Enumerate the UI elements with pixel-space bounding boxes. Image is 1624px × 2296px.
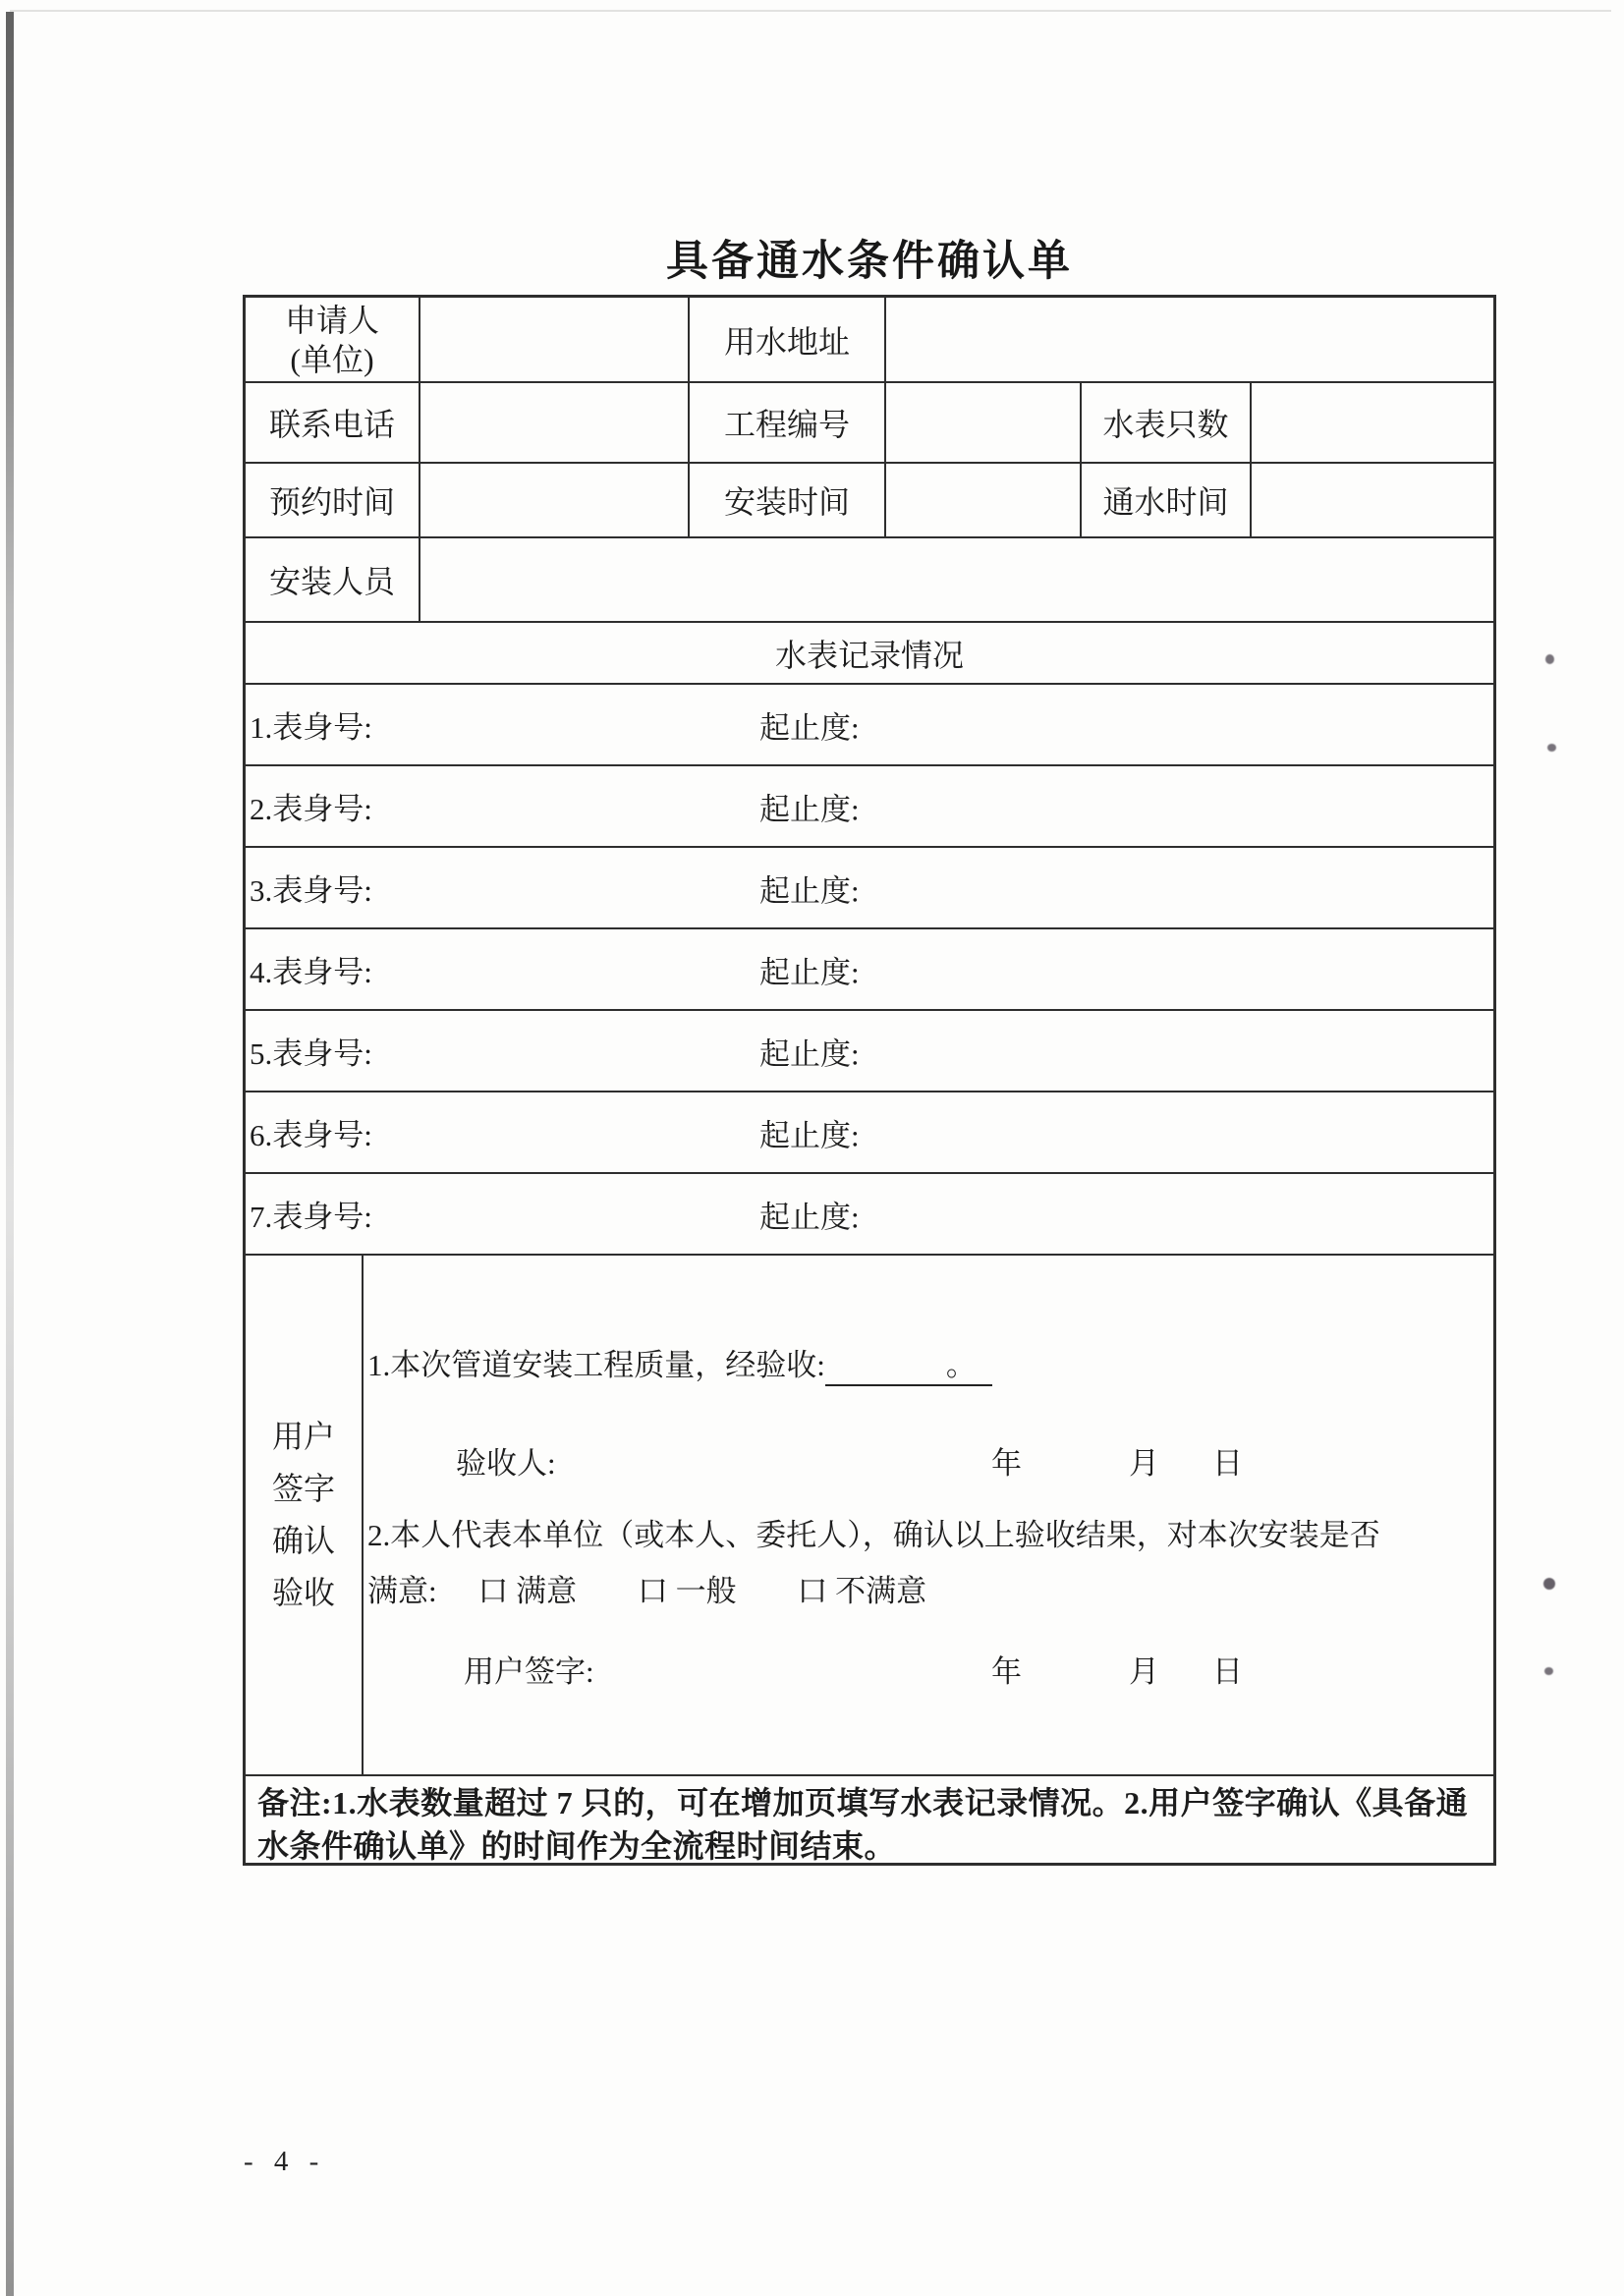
scan-edge-artifact	[6, 12, 14, 2296]
day-label: 日	[1212, 1654, 1243, 1689]
meter-body-number-label: 3.表身号:	[250, 873, 372, 908]
meter-reading-label: 起止度:	[759, 1036, 860, 1071]
signature-content-cell	[364, 1256, 1493, 1774]
appointment-time-value-cell	[420, 464, 690, 536]
meter-reading-label: 起止度:	[759, 873, 860, 908]
checkbox-satisfied: 口 满意	[477, 1574, 578, 1608]
address-value-cell	[886, 298, 1493, 381]
row-remarks	[246, 1776, 1493, 1868]
meter-row-5	[246, 1011, 1493, 1092]
meter-reading-label: 起止度:	[759, 1118, 860, 1152]
meter-reading-label: 起止度:	[759, 710, 860, 745]
meter-body-number-label: 6.表身号:	[250, 1118, 372, 1152]
remarks-note: 备注:1.水表数量超过 7 只的，可在增加页填写水表记录情况。2.用户签字确认《具备通水条件确认单》的时间作为全流程时间结束。	[257, 1785, 1469, 1864]
installer-label: 安装人员	[246, 538, 420, 621]
checkbox-glyph: 口	[797, 1574, 828, 1608]
row-times	[246, 464, 1493, 538]
meter-row-3	[246, 848, 1493, 929]
meter-reading-label: 起止度:	[759, 955, 860, 989]
satisfaction-prefix-label: 满意:	[367, 1574, 437, 1608]
form-title: 具备通水条件确认单	[666, 238, 1073, 285]
row-installer	[246, 538, 1493, 623]
water-on-time-value-cell	[1252, 464, 1493, 536]
meter-reading-label: 起止度:	[759, 792, 860, 826]
applicant-label	[246, 298, 420, 381]
day-label: 日	[1212, 1446, 1243, 1481]
acceptance-result-blank: 。	[825, 1340, 992, 1386]
acceptor-name-label: 验收人:	[456, 1446, 556, 1481]
install-time-value-cell	[886, 464, 1082, 536]
signature-side-label: 用户 签字 确认 验收	[246, 1256, 364, 1774]
appointment-time-label: 预约时间	[246, 464, 420, 536]
install-time-label: 安装时间	[690, 464, 886, 536]
scan-edge-artifact	[10, 10, 1611, 12]
phone-label: 联系电话	[246, 383, 420, 462]
meter-row-4	[246, 929, 1493, 1011]
meter-row-7	[246, 1174, 1493, 1256]
checkbox-neutral: 口 一般	[637, 1574, 737, 1608]
meter-row-1	[246, 685, 1493, 766]
month-label: 月	[1129, 1446, 1159, 1481]
water-on-time-label: 通水时间	[1082, 464, 1252, 536]
meter-body-number-label: 5.表身号:	[250, 1036, 372, 1071]
applicant-label-line1: 申请人	[284, 302, 379, 338]
acceptance-item-1: 1.本次管道安装工程质量，经验收: 。	[367, 1340, 1485, 1386]
meter-body-number-label: 1.表身号:	[250, 710, 372, 745]
row-applicant-address	[246, 298, 1493, 383]
scan-speck	[1543, 1578, 1555, 1590]
address-label: 用水地址	[690, 298, 886, 381]
acceptor-date-line	[367, 1438, 1485, 1482]
acceptance-item-2: 2.本人代表本单位（或本人、委托人），确认以上验收结果，对本次安装是否	[367, 1518, 1380, 1552]
month-label: 月	[1129, 1654, 1159, 1689]
page-number: - 4 -	[244, 2146, 326, 2177]
project-number-label: 工程编号	[690, 383, 886, 462]
project-number-value-cell	[886, 383, 1082, 462]
user-signature-section	[246, 1256, 1493, 1776]
checkbox-unsatisfied: 口 不满意	[797, 1574, 927, 1608]
scan-speck	[1547, 744, 1556, 752]
user-sign-date-line	[367, 1647, 1485, 1690]
user-sign-label: 用户签字:	[464, 1654, 594, 1689]
year-label: 年	[991, 1654, 1022, 1689]
meter-row-2	[246, 766, 1493, 848]
checkbox-glyph: 口	[477, 1574, 509, 1608]
meter-row-6	[246, 1092, 1493, 1174]
installer-value-cell	[420, 538, 1493, 621]
row-meter-record-header	[246, 623, 1493, 685]
meter-count-label: 水表只数	[1082, 383, 1252, 462]
meter-body-number-label: 7.表身号:	[250, 1200, 372, 1234]
meter-reading-label: 起止度:	[759, 1200, 860, 1234]
row-phone-project-metercount	[246, 383, 1493, 464]
scan-speck	[1545, 654, 1554, 664]
meter-record-header: 水表记录情况	[774, 637, 964, 673]
phone-value-cell	[420, 383, 690, 462]
scan-speck	[1544, 1667, 1553, 1675]
checkbox-glyph: 口	[637, 1574, 668, 1608]
meter-body-number-label: 2.表身号:	[250, 792, 372, 826]
meter-body-number-label: 4.表身号:	[250, 955, 372, 989]
meter-count-value-cell	[1252, 383, 1493, 462]
applicant-value-cell	[420, 298, 690, 381]
satisfaction-options	[367, 1566, 1485, 1610]
applicant-label-line2: (单位)	[290, 341, 374, 377]
confirmation-form-table	[243, 295, 1496, 1866]
year-label: 年	[991, 1446, 1022, 1481]
